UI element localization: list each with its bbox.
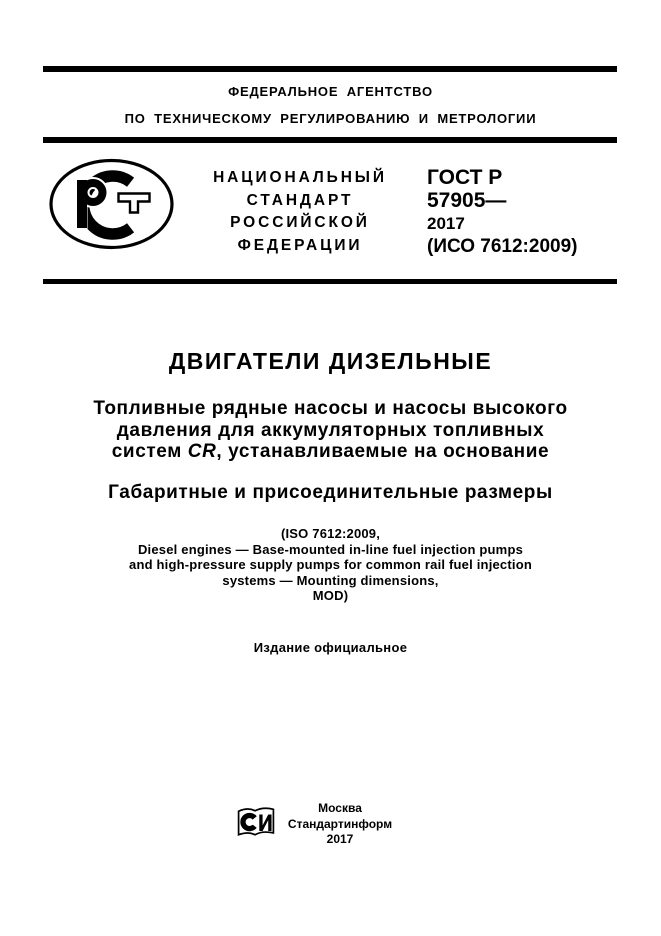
iso-reference-line: and high-pressure supply pumps for common rail fuel injection bbox=[129, 557, 532, 573]
subtitle-line3-pre: систем bbox=[111, 441, 188, 463]
subtitle-line3-post: , устанавливаемые на основание bbox=[216, 441, 550, 463]
designation-line: 2017 bbox=[427, 214, 465, 233]
standard-kind-line: СТАНДАРТ bbox=[246, 191, 354, 209]
imprint-city: Москва bbox=[318, 801, 362, 815]
standard-kind-line: НАЦИОНАЛЬНЫЙ bbox=[213, 169, 387, 186]
top-rule-upper bbox=[43, 66, 617, 72]
agency-name-line1: ФЕДЕРАЛЬНОЕ АГЕНТСТВО bbox=[228, 84, 433, 99]
designation-line: ГОСТ Р bbox=[427, 166, 503, 189]
subtitle-line: давления для аккумуляторных топливных bbox=[116, 419, 545, 441]
subtitle-line3-italic: CR bbox=[187, 441, 217, 463]
section-title: Габаритные и присоединительные размеры bbox=[108, 482, 553, 503]
iso-reference-line: systems — Mounting dimensions, bbox=[222, 572, 439, 588]
imprint-year: 2017 bbox=[326, 832, 354, 847]
imprint-publisher: Стандартинформ bbox=[287, 816, 393, 831]
subtitle-line bbox=[0, 441, 661, 463]
iso-reference-line: Diesel engines — Base-mounted in-line fuel injection pumps bbox=[137, 541, 524, 557]
standard-kind-block bbox=[190, 167, 410, 257]
standard-designation bbox=[427, 166, 577, 258]
standard-kind-line: РОССИЙСКОЙ bbox=[230, 214, 370, 232]
top-rule-lower bbox=[43, 137, 617, 143]
document-title: ДВИГАТЕЛИ ДИЗЕЛЬНЫЕ bbox=[168, 348, 493, 374]
designation-line: (ИСО 7612:2009) bbox=[427, 236, 578, 257]
rst-certification-logo-icon bbox=[48, 158, 175, 250]
edition-note: Издание официальное bbox=[253, 640, 408, 655]
iso-reference-block bbox=[0, 526, 661, 604]
agency-name-line2: ПО ТЕХНИЧЕСКОМУ РЕГУЛИРОВАНИЮ И МЕТРОЛОГИИ bbox=[124, 111, 537, 126]
iso-reference-line: MOD) bbox=[312, 588, 349, 604]
mid-rule bbox=[43, 279, 617, 284]
subtitle-line: Топливные рядные насосы и насосы высокого bbox=[93, 398, 568, 419]
document-subtitle bbox=[0, 398, 661, 463]
standard-kind-line: ФЕДЕРАЦИИ bbox=[237, 236, 363, 254]
designation-line: 57905— bbox=[427, 189, 507, 212]
imprint-block bbox=[240, 801, 440, 848]
iso-reference-line: (ISO 7612:2009, bbox=[280, 526, 381, 541]
